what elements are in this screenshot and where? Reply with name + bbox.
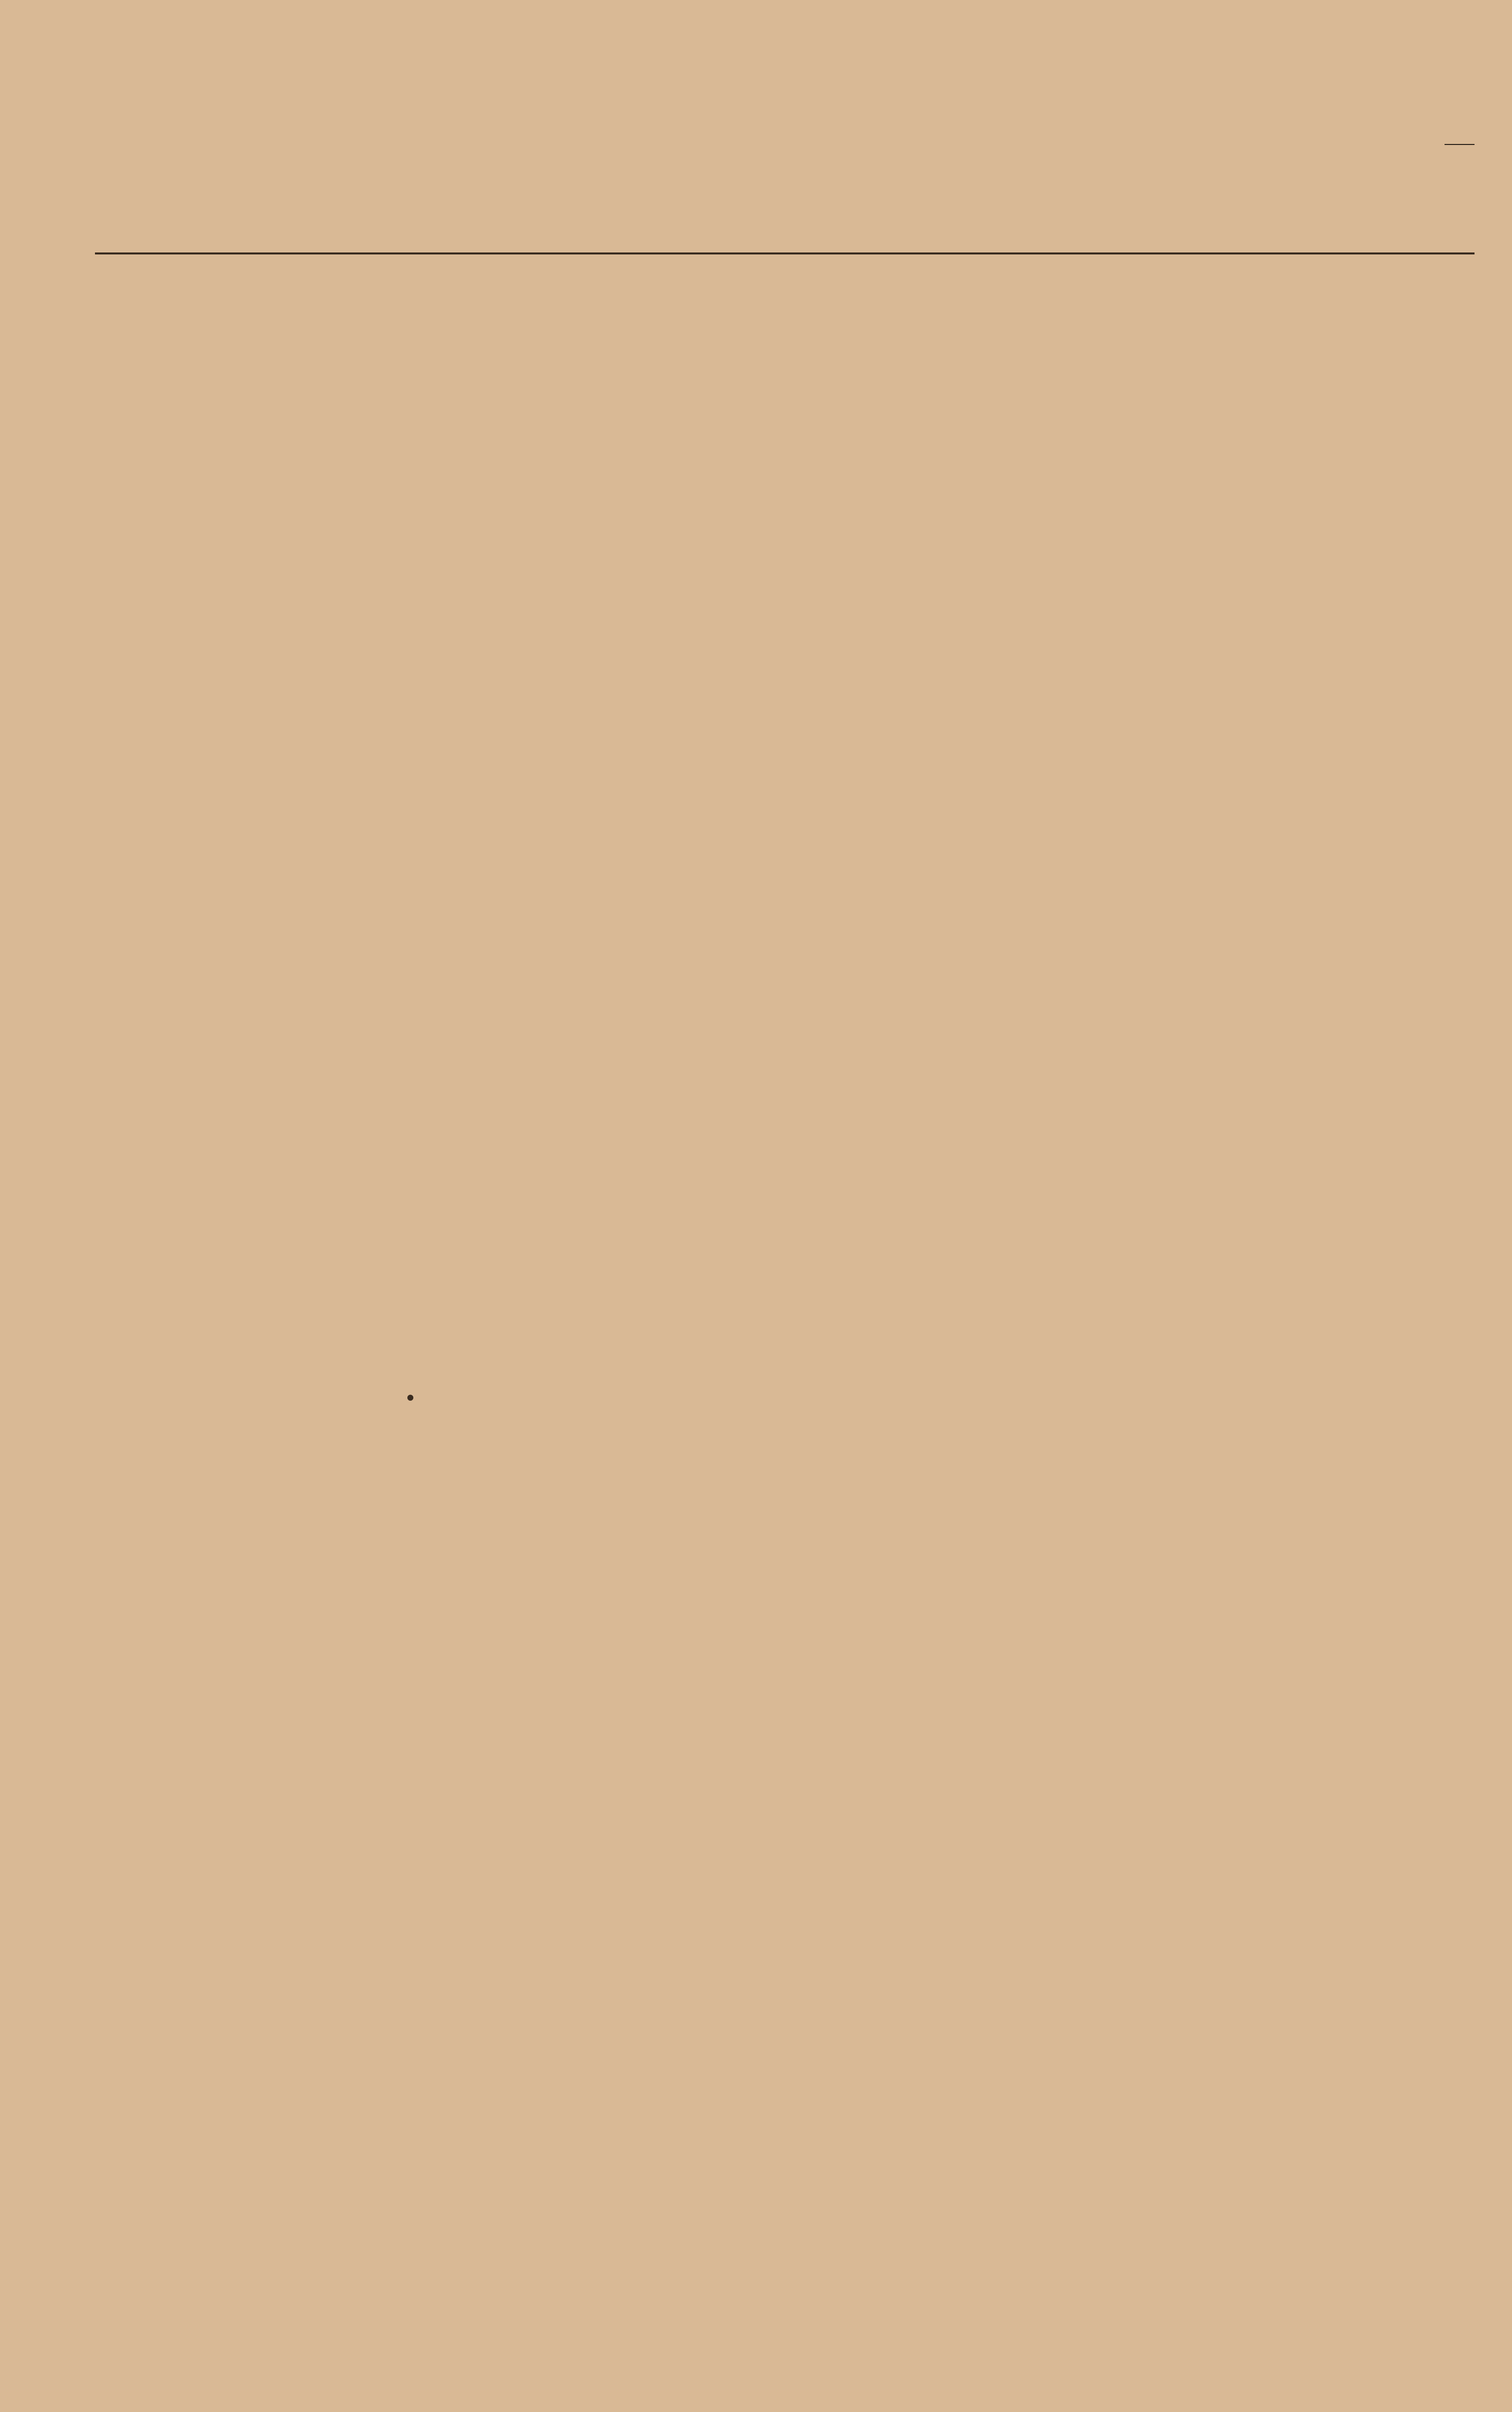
sheet-header	[95, 112, 1475, 257]
weather-sheet	[95, 112, 1475, 285]
header-rule	[95, 252, 1475, 254]
ink-dot	[407, 1395, 413, 1401]
sheet-date	[1445, 117, 1475, 144]
code-key	[330, 177, 483, 252]
